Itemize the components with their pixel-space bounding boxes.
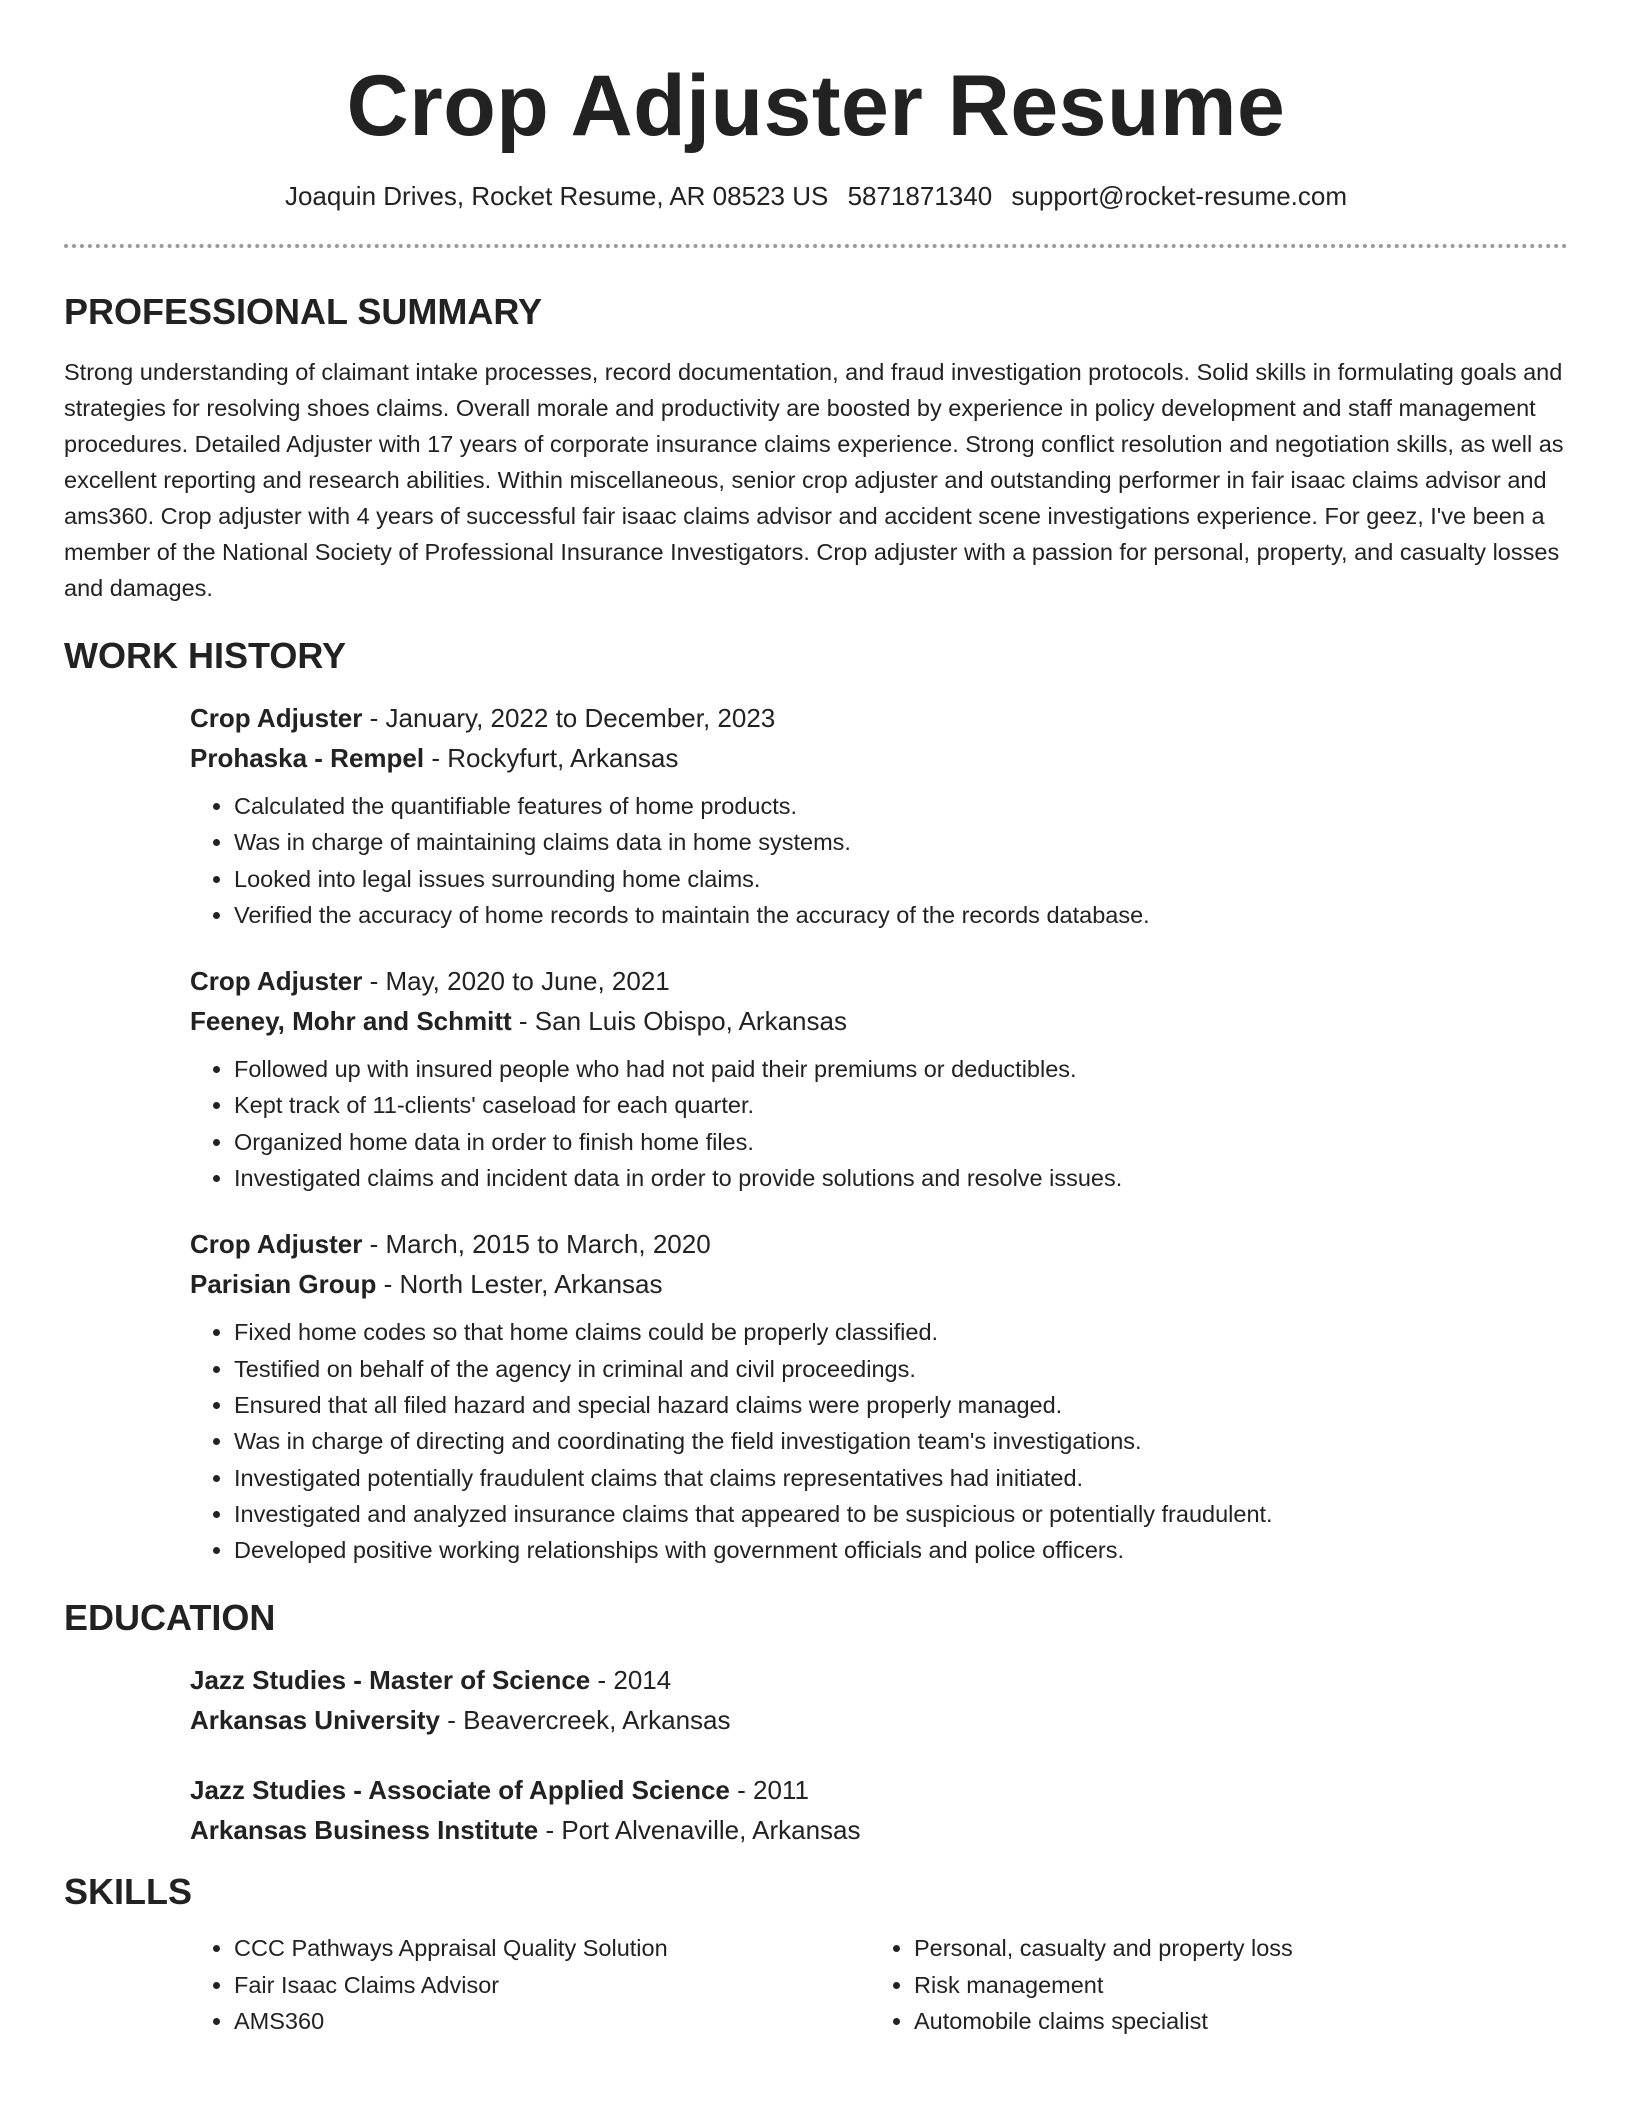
- degree-line: [190, 1770, 1568, 1810]
- job-bullets: [190, 788, 1568, 933]
- contact-email: support@rocket-resume.com: [1011, 181, 1348, 211]
- list-item: • Looked into legal issues surrounding home claims.: [234, 861, 1568, 897]
- list-item: • AMS360: [234, 2003, 870, 2039]
- school: Arkansas University: [190, 1705, 441, 1736]
- job-entry: [190, 1224, 1568, 1568]
- contact-address: Joaquin Drives, Rocket Resume, AR 08523 US: [284, 181, 829, 211]
- skills-section: [64, 1870, 1568, 2039]
- skills-list: [870, 1930, 1550, 2039]
- job-location: - North Lester, Arkansas: [376, 1269, 663, 1300]
- job-company-line: [190, 1001, 1568, 1041]
- job-location: - Rockyfurt, Arkansas: [424, 743, 679, 773]
- job-bullets: [190, 1314, 1568, 1568]
- education-entry: [190, 1660, 1568, 1740]
- resume-title: Crop Adjuster Resume: [346, 58, 1286, 154]
- summary-text: Strong understanding of claimant intake processes, record documentation, and fraud investigation protocols. Solid skills in formulating goals and strategies for resolving shoes claims. Overall morale and productivity are boosted by experience in policy development and staff management procedures. Detailed Adjuster with 17 years of corporate insurance claims experience. Strong conflict resolution and negotiation skills, as well as excellent reporting and research abilities. Within miscellaneous, senior crop adjuster and outstanding performer in fair isaac claims advisor and ams360. Crop adjuster with 4 years of successful fair isaac claims advisor and accident scene investigations experience. For geez, I've been a member of the National Society of Professional Insurance Investigators. Crop adjuster with a passion for personal, property, and casualty losses and damages.: [64, 359, 1564, 601]
- skills-columns: [190, 1920, 1568, 2039]
- degree-year: - 2011: [729, 1775, 809, 1806]
- list-item: • Was in charge of directing and coordinating the field investigation team's investigations.: [234, 1423, 1568, 1459]
- job-bullets: [190, 1051, 1568, 1196]
- list-item: • Investigated and analyzed insurance claims that appeared to be suspicious or potentially fraudulent.: [234, 1496, 1568, 1532]
- degree-line: [190, 1660, 1568, 1700]
- list-item: • Fair Isaac Claims Advisor: [234, 1967, 870, 2003]
- list-item: • Was in charge of maintaining claims data in home systems.: [234, 824, 1568, 860]
- degree: Jazz Studies - Associate of Applied Science: [190, 1775, 730, 1806]
- job-location: - San Luis Obispo, Arkansas: [511, 1006, 847, 1037]
- list-item: • Verified the accuracy of home records to maintain the accuracy of the records database.: [234, 897, 1568, 933]
- school-line: [190, 1700, 1568, 1740]
- job-company: Parisian Group: [190, 1269, 377, 1300]
- list-item: • Kept track of 11-clients' caseload for each quarter.: [234, 1087, 1568, 1123]
- header-divider: [64, 244, 1568, 248]
- job-entry: [190, 698, 1568, 933]
- list-item: • Calculated the quantifiable features of home products.: [234, 788, 1568, 824]
- job-company: Prohaska - Rempel: [190, 743, 425, 773]
- job-title-line: [190, 698, 1568, 738]
- job-title: Crop Adjuster: [190, 966, 363, 997]
- list-item: • Investigated potentially fraudulent claims that claims representatives had initiated.: [234, 1460, 1568, 1496]
- job-title-line: [190, 1224, 1568, 1264]
- school-line: [190, 1810, 1568, 1850]
- job-entry: [190, 961, 1568, 1196]
- list-item: • Followed up with insured people who had not paid their premiums or deductibles.: [234, 1051, 1568, 1087]
- job-dates: - May, 2020 to June, 2021: [362, 966, 670, 997]
- school: Arkansas Business Institute: [190, 1815, 539, 1846]
- list-item: • CCC Pathways Appraisal Quality Solution: [234, 1930, 870, 1966]
- education-heading: EDUCATION: [64, 1597, 276, 1639]
- work-history-heading: WORK HISTORY: [64, 635, 347, 676]
- summary-section: [64, 290, 1568, 606]
- list-item: • Testified on behalf of the agency in criminal and civil proceedings.: [234, 1351, 1568, 1387]
- job-dates: - January, 2022 to December, 2023: [362, 703, 776, 733]
- work-history-section: [64, 634, 1568, 1568]
- degree-year: - 2014: [590, 1665, 672, 1696]
- summary-heading: PROFESSIONAL SUMMARY: [64, 291, 543, 332]
- job-company-line: [190, 1264, 1568, 1304]
- skills-list: [190, 1930, 870, 2039]
- school-location: - Port Alvenaville, Arkansas: [538, 1815, 861, 1846]
- job-dates: - March, 2015 to March, 2020: [362, 1229, 711, 1260]
- skills-column-left: [190, 1920, 870, 2039]
- degree: Jazz Studies - Master of Science: [190, 1665, 591, 1696]
- job-title: Crop Adjuster: [190, 703, 363, 733]
- list-item: • Organized home data in order to finish home files.: [234, 1124, 1568, 1160]
- list-item: • Ensured that all filed hazard and special hazard claims were properly managed.: [234, 1387, 1568, 1423]
- school-location: - Beavercreek, Arkansas: [440, 1705, 731, 1736]
- education-entry: [190, 1770, 1568, 1850]
- list-item: • Risk management: [914, 1967, 1550, 2003]
- list-item: • Investigated claims and incident data in order to provide solutions and resolve issues.: [234, 1160, 1568, 1196]
- job-company: Feeney, Mohr and Schmitt: [190, 1006, 512, 1037]
- job-title: Crop Adjuster: [190, 1229, 363, 1260]
- list-item: • Personal, casualty and property loss: [914, 1930, 1550, 1966]
- job-title-line: [190, 961, 1568, 1001]
- list-item: • Automobile claims specialist: [914, 2003, 1550, 2039]
- skills-column-right: [870, 1920, 1550, 2039]
- list-item: • Fixed home codes so that home claims could be properly classified.: [234, 1314, 1568, 1350]
- job-company-line: [190, 738, 1568, 778]
- resume-page: [64, 0, 1568, 2039]
- skills-heading: SKILLS: [64, 1871, 193, 1913]
- contact-line: [64, 180, 1568, 212]
- education-section: [64, 1596, 1568, 1850]
- list-item: • Developed positive working relationships with government officials and police officers.: [234, 1532, 1568, 1568]
- contact-phone: 5871871340: [847, 181, 993, 211]
